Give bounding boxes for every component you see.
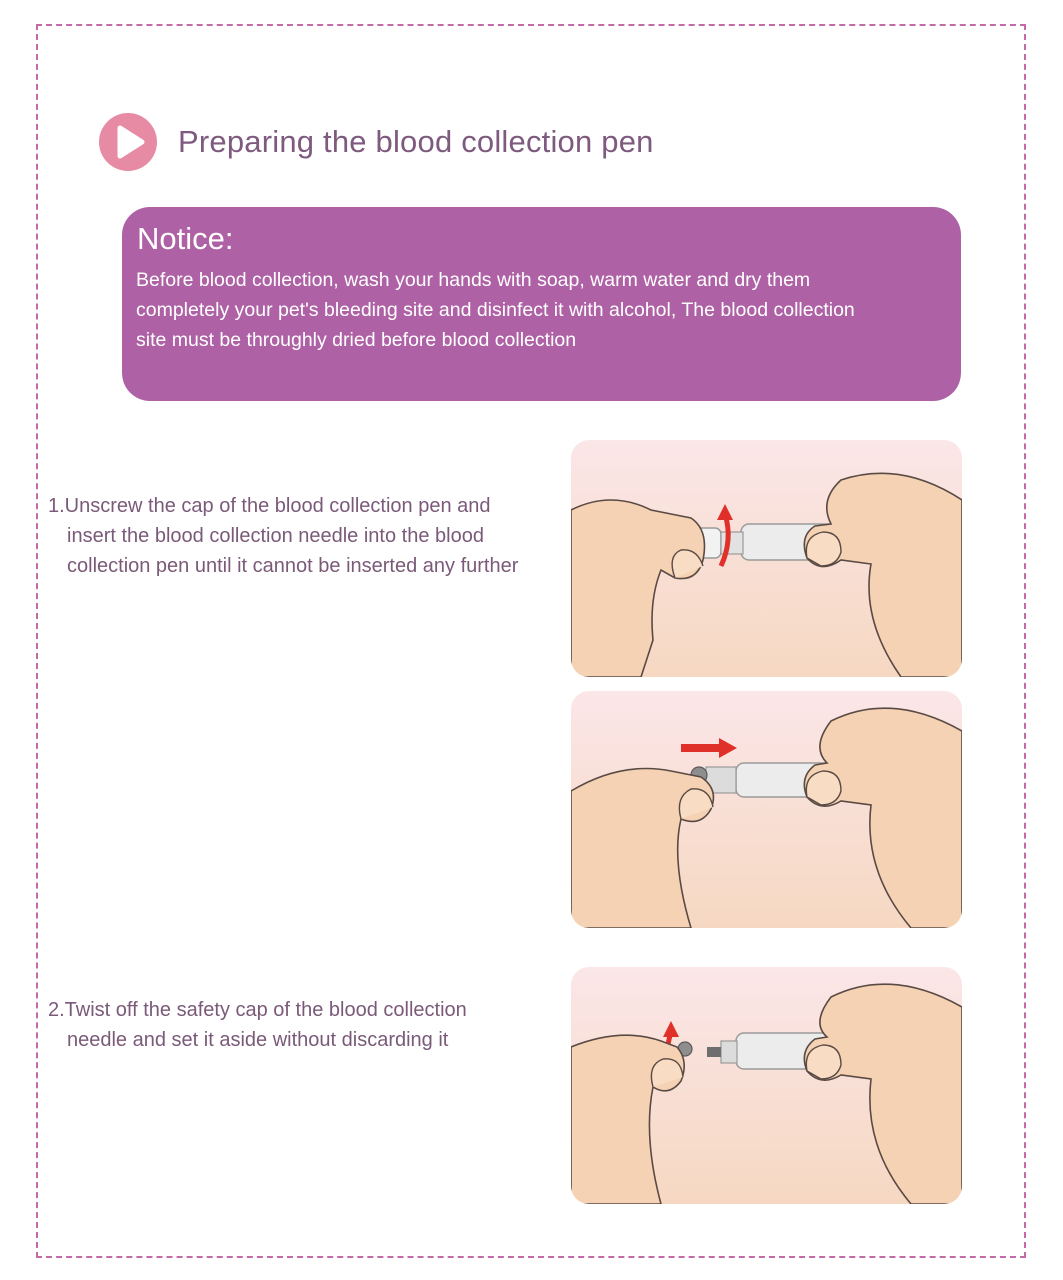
step-line: needle and set it aside without discarding it bbox=[67, 1029, 449, 1051]
notice-line: site must be throughly dried before blood collection bbox=[136, 329, 577, 351]
notice-heading: Notice: bbox=[137, 221, 234, 256]
notice-line: Before blood collection, wash your hands with soap, warm water and dry them bbox=[136, 269, 811, 291]
step-line: insert the blood collection needle into the blood bbox=[67, 525, 484, 547]
step-line: collection pen until it cannot be inserted any further bbox=[67, 555, 519, 577]
hands-twist-safety-cap-illustration bbox=[571, 967, 962, 1204]
play-icon bbox=[98, 112, 158, 172]
notice-text bbox=[136, 265, 945, 355]
step-1-instruction bbox=[48, 491, 568, 581]
hands-insert-needle-illustration bbox=[571, 691, 962, 928]
step-2-instruction bbox=[48, 995, 568, 1055]
section-header bbox=[98, 112, 654, 172]
step-line: 1.Unscrew the cap of the blood collection pen and bbox=[48, 495, 491, 517]
page-title: Preparing the blood collection pen bbox=[178, 124, 654, 159]
notice-box bbox=[122, 207, 961, 401]
hands-unscrew-cap-illustration bbox=[571, 440, 962, 677]
notice-line: completely your pet's bleeding site and disinfect it with alcohol, The blood collection bbox=[136, 299, 855, 321]
step-line: 2.Twist off the safety cap of the blood collection bbox=[48, 999, 467, 1021]
